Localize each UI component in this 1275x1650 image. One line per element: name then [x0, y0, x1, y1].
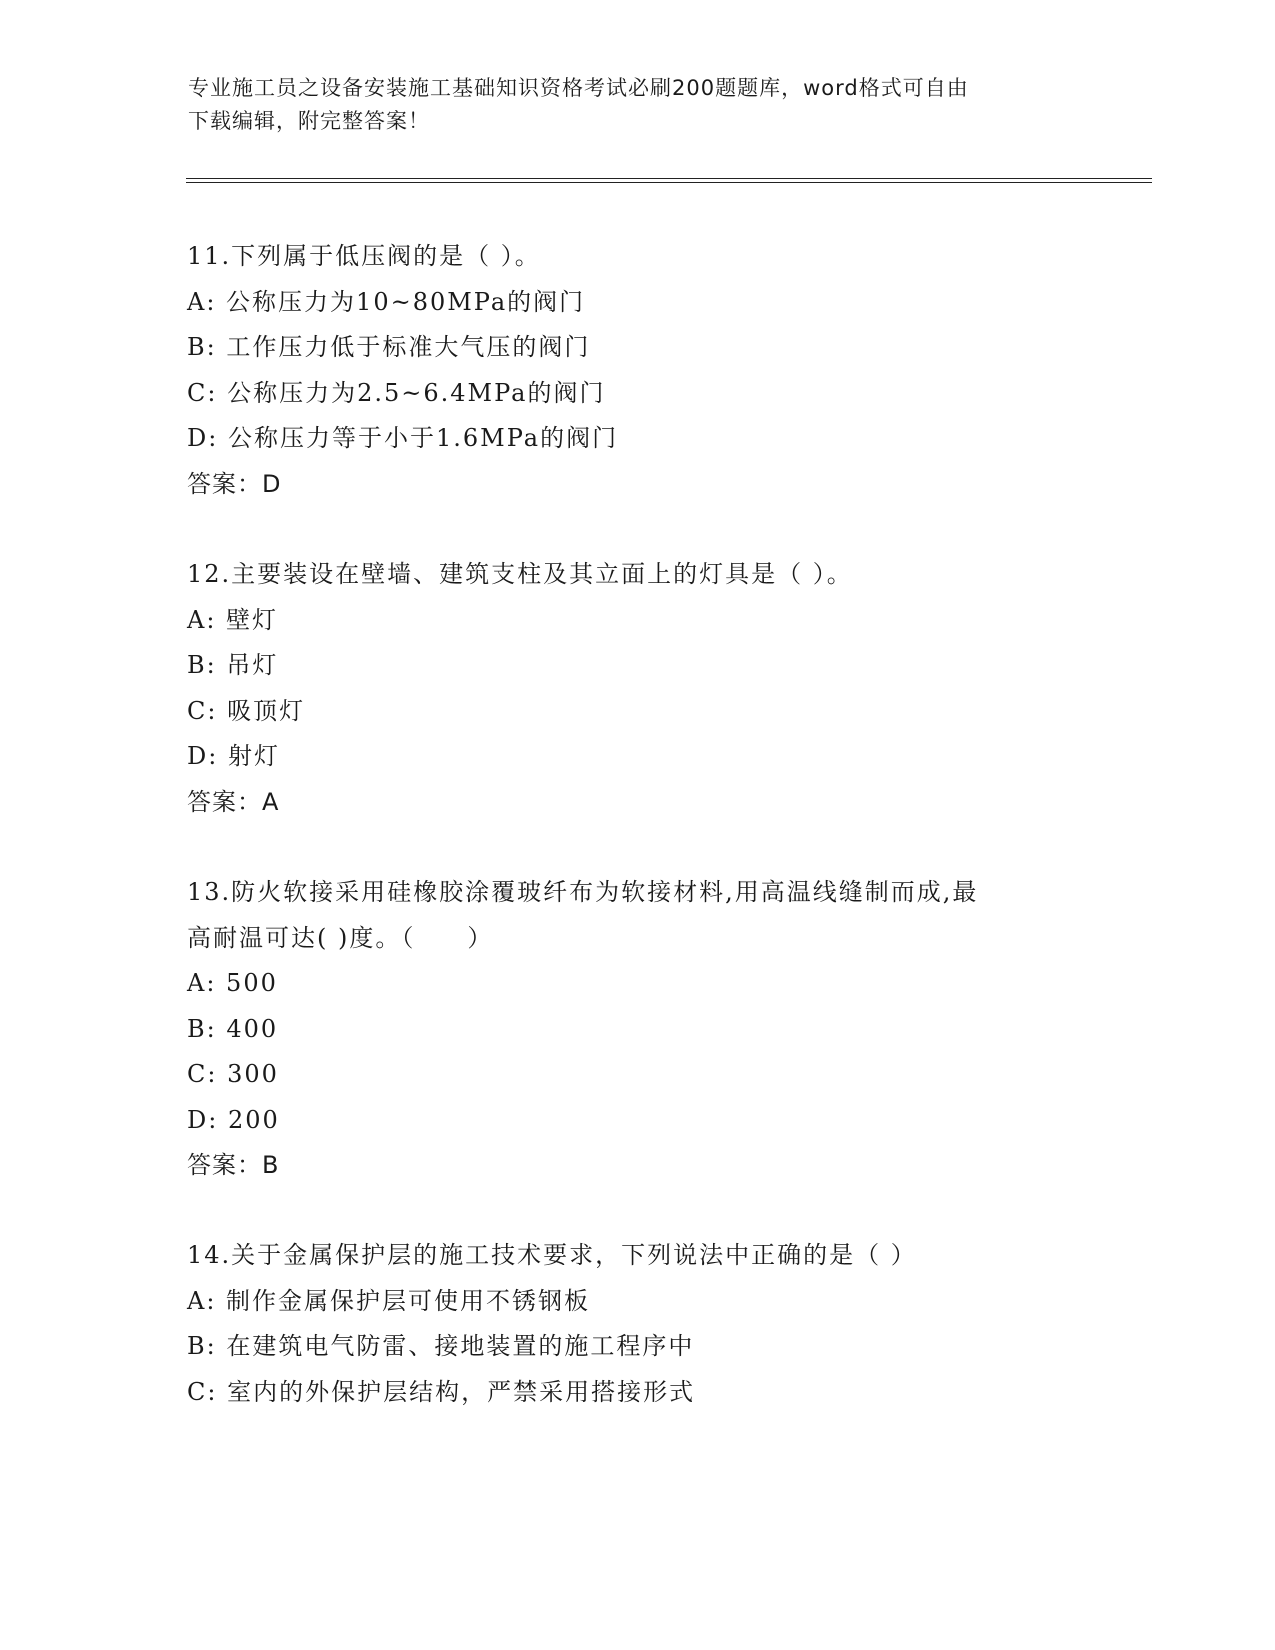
option-c: C: 300	[187, 1060, 279, 1088]
option-a: A: 500	[187, 969, 278, 997]
option-a: A: 制作金属保护层可使用不锈钢板	[187, 1286, 591, 1315]
question-stem: 11.下列属于低压阀的是（ ）。	[187, 242, 541, 270]
question-stem-continued: 高耐温可达( )度。（ ）	[187, 923, 494, 952]
header-divider-bottom	[186, 182, 1152, 183]
document-header	[188, 72, 1068, 138]
header-divider-top	[186, 178, 1152, 179]
question-stem: 12.主要装设在壁墙、建筑支柱及其立面上的灯具是（ ）。	[187, 560, 853, 588]
option-b: B: 工作压力低于标准大气压的阀门	[187, 333, 591, 361]
option-c: C: 公称压力为2.5~6.4MPa的阀门	[187, 378, 606, 407]
option-a: A: 公称压力为10~80MPa的阀门	[187, 287, 586, 316]
option-d: D: 公称压力等于小于1.6MPa的阀门	[187, 424, 619, 452]
question-stem: 14.关于金属保护层的施工技术要求，下列说法中正确的是（ ）	[187, 1241, 917, 1269]
question-stem: 13.防火软接采用硅橡胶涂覆玻纤布为软接材料,用高温线缝制而成,最	[187, 878, 979, 906]
option-c: C: 吸顶灯	[187, 696, 306, 725]
answer-label: 答案：B	[187, 1151, 280, 1179]
option-c: C: 室内的外保护层结构，严禁采用搭接形式	[187, 1377, 696, 1406]
answer-label: 答案：A	[187, 787, 280, 816]
option-a: A: 壁灯	[187, 605, 279, 634]
question-block	[187, 870, 1087, 1189]
option-b: B: 吊灯	[187, 651, 279, 679]
question-block	[187, 552, 1087, 825]
header-line-2: 下载编辑，附完整答案！	[188, 109, 430, 133]
question-block	[187, 234, 1087, 507]
answer-label: 答案：D	[187, 469, 282, 498]
header-line-1: 专业施工员之设备安装施工基础知识资格考试必刷200题题库，word格式可自由	[188, 76, 969, 100]
question-block	[187, 1233, 1087, 1415]
option-d: D: 射灯	[187, 742, 280, 770]
option-d: D: 200	[187, 1105, 280, 1134]
option-b: B: 在建筑电气防雷、接地装置的施工程序中	[187, 1332, 695, 1360]
option-b: B: 400	[187, 1014, 279, 1043]
